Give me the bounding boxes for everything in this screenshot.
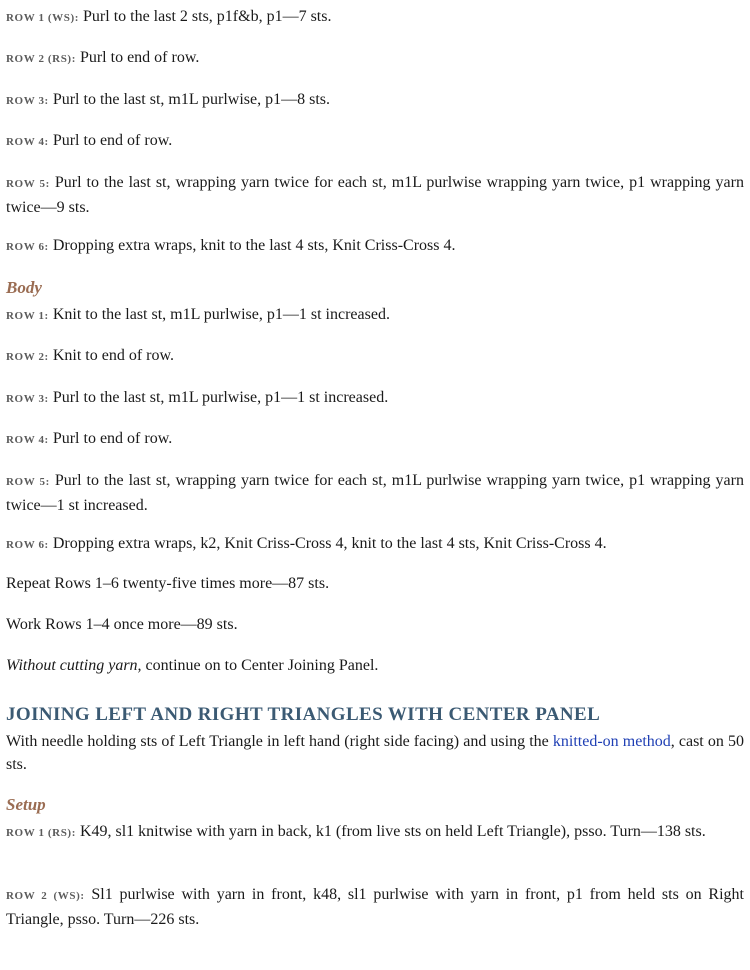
row-text: Dropping extra wraps, k2, Knit Criss-Cross 4, knit to the last 4 sts, Knit Criss-Cross 4. bbox=[48, 535, 607, 552]
row-text: Knit to the last st, m1L purlwise, p1—1 st increased. bbox=[48, 306, 390, 323]
top-row-6 bbox=[6, 234, 744, 259]
row-label: ROW 2: bbox=[6, 351, 49, 363]
row-label: ROW 6: bbox=[6, 539, 49, 551]
row-text: Purl to the last st, m1L purlwise, p1—8 sts. bbox=[48, 91, 331, 108]
setup-row-2 bbox=[6, 883, 744, 931]
row-label: ROW 6: bbox=[6, 241, 49, 253]
body-row-6 bbox=[6, 532, 744, 557]
row-label: ROW 1 (RS): bbox=[6, 827, 76, 839]
row-label: ROW 5: bbox=[6, 178, 50, 190]
top-row-1 bbox=[6, 5, 744, 30]
body-row-2 bbox=[6, 344, 744, 369]
row-label: ROW 2 (RS): bbox=[6, 53, 76, 65]
row-text: Purl to the last 2 sts, p1f&b, p1—7 sts. bbox=[79, 8, 332, 25]
work-instruction: Work Rows 1–4 once more—89 sts. bbox=[6, 616, 238, 633]
row-text: Knit to end of row. bbox=[48, 347, 174, 364]
top-row-4 bbox=[6, 129, 744, 154]
row-text: Purl to the last st, wrapping yarn twice for each st, m1L purlwise wrapping yarn twice, p1 wrapping yarn twice—1 st increased. bbox=[6, 472, 744, 514]
row-text: Dropping extra wraps, knit to the last 4 sts, Knit Criss-Cross 4. bbox=[48, 237, 456, 254]
knitted-on-method-link[interactable]: knitted-on method bbox=[552, 733, 671, 750]
row-text: K49, sl1 knitwise with yarn in back, k1 (from live sts on held Left Triangle), psso. Turn—138 sts. bbox=[75, 823, 706, 840]
body-heading: Body bbox=[6, 278, 42, 297]
row-text: Sl1 purlwise with yarn in front, k48, sl1 purlwise with yarn in front, p1 from held sts on Right Triangle, psso. Turn—226 sts. bbox=[6, 886, 744, 928]
row-label: ROW 3: bbox=[6, 393, 49, 405]
row-label: ROW 1: bbox=[6, 310, 49, 322]
intro-text-before: With needle holding sts of Left Triangle in left hand (right side facing) and using the bbox=[6, 733, 553, 750]
row-text: Purl to the last st, wrapping yarn twice for each st, m1L purlwise wrapping yarn twice, p1 wrapping yarn twice—9 sts. bbox=[6, 174, 744, 216]
joining-section-title: JOINING LEFT AND RIGHT TRIANGLES WITH CENTER PANEL bbox=[6, 704, 601, 725]
continue-instruction bbox=[6, 654, 744, 677]
row-text: Purl to the last st, m1L purlwise, p1—1 st increased. bbox=[48, 389, 389, 406]
body-row-1 bbox=[6, 303, 744, 328]
joining-intro bbox=[6, 730, 744, 776]
row-text: Purl to end of row. bbox=[48, 430, 173, 447]
body-row-4 bbox=[6, 427, 744, 452]
body-row-3 bbox=[6, 386, 744, 411]
row-label: ROW 4: bbox=[6, 434, 49, 446]
row-label: ROW 3: bbox=[6, 95, 49, 107]
row-label: ROW 4: bbox=[6, 136, 49, 148]
top-row-2 bbox=[6, 46, 744, 71]
continue-italic: Without cutting yarn, bbox=[6, 657, 142, 674]
row-text: Purl to end of row. bbox=[48, 132, 173, 149]
setup-heading: Setup bbox=[6, 795, 46, 814]
body-row-5 bbox=[6, 469, 744, 517]
continue-rest: continue on to Center Joining Panel. bbox=[141, 657, 379, 674]
row-text: Purl to end of row. bbox=[75, 49, 200, 66]
setup-row-1 bbox=[6, 820, 744, 845]
repeat-instruction: Repeat Rows 1–6 twenty-five times more—87 sts. bbox=[6, 575, 330, 592]
row-label: ROW 2 (WS): bbox=[6, 890, 85, 902]
row-label: ROW 1 (WS): bbox=[6, 12, 80, 24]
top-row-5 bbox=[6, 171, 744, 219]
intro-text-after: , cast on 50 sts. bbox=[6, 733, 744, 773]
row-label: ROW 5: bbox=[6, 476, 50, 488]
top-row-3 bbox=[6, 88, 744, 113]
